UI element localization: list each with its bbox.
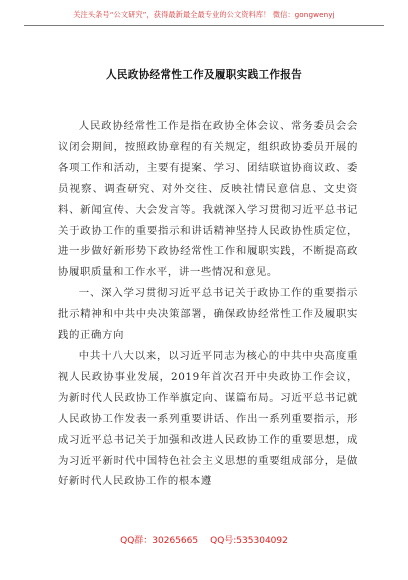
- paragraph-section-1: 中共十八大以来，以习近平同志为核心的中共中央高度重视人民政协事业发展，2019年首次召开中央政协工作会议，为新时代人民政协工作举旗定向、谋篇布局。习近平总书记就人民政协工作发表一系列重要讲话、作出一系列重要指示，形成习近平总书记关于加强和改进人民政协工作的重要思想，成为习近平新时代中国特色社会主义思想的重要组成部分，是做好新时代人民政协工作的根本遵: [58, 349, 358, 488]
- document-body: [58, 116, 358, 492]
- paragraph-intro: 人民政协经常性工作是指在政协全体会议、常务委员会会议闭会期间，按照政协章程的有关规定，组织政协委员开展的各项工作和活动，主要有提案、学习、团结联谊协商议政、委员视察、调查研究、对外交往、反映社情民意信息、文史资料、新闻宣传、大会发言等。我就深入学习贯彻习近平总书记关于政协工作的重要指示和讲话精神坚持人民政协性质定位，进一步做好新形势下政协经常性工作和履职实践，不断提高政协履职质量和工作水平，讲一些情况和意见。: [58, 120, 358, 279]
- document-title: 人民政协经常性工作及履职实践工作报告: [105, 69, 303, 81]
- header-promo-note: 关注头条号“公文研究”，获得最新最全最专业的公文资料库！ 微信：gongwenyj: [73, 10, 335, 19]
- footer-qq-number: QQ号:535304092: [210, 536, 288, 546]
- section-heading-1: 一、深入学习贯彻习近平总书记关于政协工作的重要指示批示精神和中共中央决策部署，确保政协经常性工作及履职实践的正确方向: [58, 287, 358, 342]
- header-divider: [24, 25, 384, 26]
- footer-contact: [0, 533, 408, 546]
- footer-qq-group: QQ群：30265665: [120, 536, 199, 546]
